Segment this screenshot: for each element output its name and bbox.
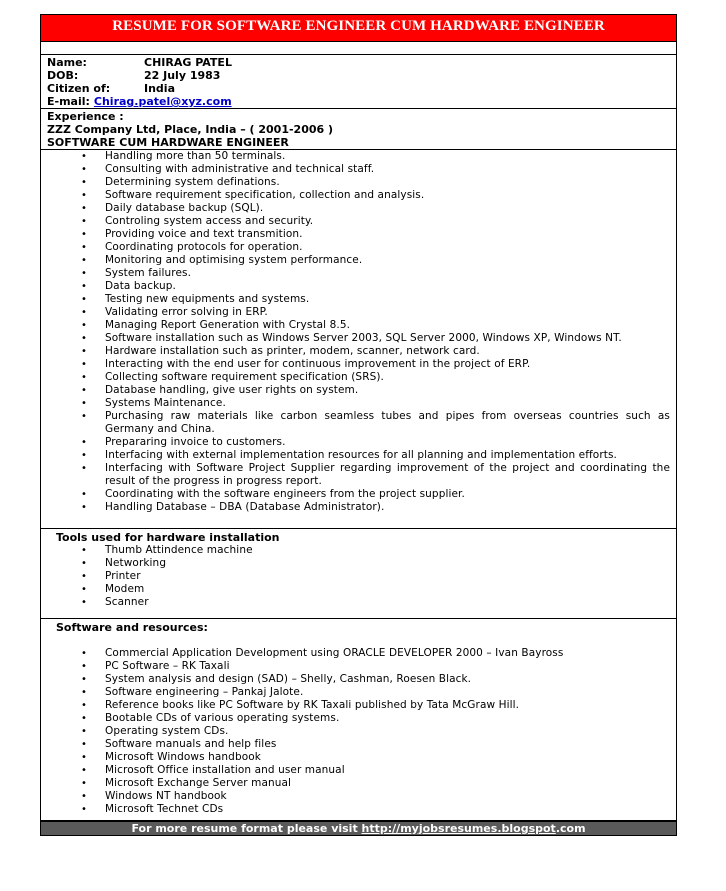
bullet-icon: •	[81, 216, 87, 227]
bullet-icon: •	[81, 778, 87, 789]
citizen-value: India	[144, 82, 175, 95]
bullet-icon: •	[81, 281, 87, 292]
bullet-icon: •	[81, 333, 87, 344]
list-item	[41, 647, 676, 660]
bullet-icon: •	[81, 190, 87, 201]
list-item-text: Data backup.	[105, 280, 176, 292]
bullet-icon: •	[81, 584, 87, 595]
bullet-icon: •	[81, 765, 87, 776]
list-item	[41, 306, 676, 319]
list-item-text: Interfacing with external implementation resources for all planning and implementation efforts.	[105, 449, 617, 461]
name-label: Name:	[47, 56, 87, 69]
list-item-text: Validating error solving in ERP.	[105, 306, 268, 318]
footer-suffix: .com	[555, 822, 586, 835]
list-item	[41, 583, 676, 596]
list-item	[41, 544, 676, 557]
bullet-icon: •	[81, 346, 87, 357]
list-item	[41, 790, 676, 803]
list-item	[41, 764, 676, 777]
email-label: E-mail:	[47, 95, 90, 108]
name-value: CHIRAG PATEL	[144, 56, 232, 69]
list-item	[41, 699, 676, 712]
bullet-icon: •	[81, 307, 87, 318]
list-item-text: Prepararing invoice to customers.	[105, 436, 286, 448]
bullet-icon: •	[81, 437, 87, 448]
duties-list	[41, 150, 676, 514]
name-row	[47, 56, 670, 69]
bullet-icon: •	[81, 571, 87, 582]
bullet-icon: •	[81, 177, 87, 188]
list-item-text: Commercial Application Development using ORACLE DEVELOPER 2000 – Ivan Bayross	[105, 647, 564, 659]
list-item-text: Controling system access and security.	[105, 215, 314, 227]
bullet-icon: •	[81, 229, 87, 240]
list-item-text: Software requirement specification, collection and analysis.	[105, 189, 425, 201]
list-item-text: Handling Database – DBA (Database Administrator).	[105, 501, 385, 513]
list-item-text: Thumb Attindence machine	[105, 544, 253, 556]
bullet-icon: •	[81, 648, 87, 659]
list-item-text: Monitoring and optimising system performance.	[105, 254, 363, 266]
list-item	[41, 777, 676, 790]
list-item-text: Daily database backup (SQL).	[105, 202, 264, 214]
list-item-text: Managing Report Generation with Crystal 8.5.	[105, 319, 351, 331]
bullet-icon: •	[81, 151, 87, 162]
list-item	[41, 176, 676, 189]
experience-role: SOFTWARE CUM HARDWARE ENGINEER	[47, 136, 289, 149]
list-item-text: Interfacing with Software Project Supplier regarding improvement of the project and coordinating the result of the progress in progress report.	[105, 462, 670, 487]
list-item-text: Software installation such as Windows Server 2003, SQL Server 2000, Windows XP, Windows NT.	[105, 332, 622, 344]
bullet-icon: •	[81, 255, 87, 266]
list-item-text: Scanner	[105, 596, 149, 608]
bullet-icon: •	[81, 320, 87, 331]
bullet-icon: •	[81, 804, 87, 815]
bullet-icon: •	[81, 700, 87, 711]
list-item-text: Microsoft Technet CDs	[105, 803, 224, 815]
list-item	[41, 410, 676, 436]
list-item	[41, 371, 676, 384]
dob-row	[47, 69, 670, 82]
bullet-icon: •	[81, 739, 87, 750]
list-item-text: Coordinating protocols for operation.	[105, 241, 303, 253]
list-item	[41, 280, 676, 293]
spacer-row	[40, 42, 677, 55]
list-item	[41, 725, 676, 738]
list-item	[41, 189, 676, 202]
list-item	[41, 436, 676, 449]
tools-section	[40, 529, 677, 619]
email-link[interactable]: Chirag.patel@xyz.com	[93, 95, 232, 108]
list-item	[41, 712, 676, 725]
dob-label: DOB:	[47, 69, 79, 82]
bullet-icon: •	[81, 450, 87, 461]
list-item	[41, 215, 676, 228]
list-item-text: Interacting with the end user for continuous improvement in the project of ERP.	[105, 358, 531, 370]
list-item-text: Hardware installation such as printer, modem, scanner, network card.	[105, 345, 480, 357]
bullet-icon: •	[81, 411, 87, 422]
list-item-text: Systems Maintenance.	[105, 397, 226, 409]
email-row	[47, 95, 670, 108]
list-item-text: Operating system CDs.	[105, 725, 229, 737]
citizen-label: Citizen of:	[47, 82, 111, 95]
tools-heading: Tools used for hardware installation	[56, 531, 280, 544]
list-item-text: Determining system definations.	[105, 176, 280, 188]
list-item-text: Database handling, give user rights on system.	[105, 384, 359, 396]
list-item-text: Testing new equipments and systems.	[105, 293, 310, 305]
resume-page	[40, 14, 677, 836]
bullet-icon: •	[81, 674, 87, 685]
bullet-icon: •	[81, 268, 87, 279]
list-item	[41, 462, 676, 488]
list-item	[41, 397, 676, 410]
list-item	[41, 254, 676, 267]
bullet-icon: •	[81, 597, 87, 608]
list-item	[41, 686, 676, 699]
list-item	[41, 803, 676, 816]
list-item	[41, 293, 676, 306]
list-item	[41, 673, 676, 686]
citizen-row	[47, 82, 670, 95]
experience-heading: Experience :	[47, 110, 124, 123]
list-item	[41, 738, 676, 751]
list-item	[41, 751, 676, 764]
list-item-text: Software engineering – Pankaj Jalote.	[105, 686, 304, 698]
list-item	[41, 358, 676, 371]
list-item	[41, 228, 676, 241]
software-section	[40, 619, 677, 821]
experience-section	[40, 109, 677, 150]
list-item	[41, 202, 676, 215]
list-item	[41, 570, 676, 583]
list-item	[41, 596, 676, 609]
list-item	[41, 488, 676, 501]
list-item-text: Handling more than 50 terminals.	[105, 150, 286, 162]
list-item-text: PC Software – RK Taxali	[105, 660, 230, 672]
experience-company: ZZZ Company Ltd, Place, India – ( 2001-2006 )	[47, 123, 334, 136]
list-item-text: Purchasing raw materials like carbon seamless tubes and pipes from overseas countries such as Germany and China.	[105, 410, 670, 435]
footer-bar	[40, 821, 677, 836]
bullet-icon: •	[81, 359, 87, 370]
list-item	[41, 241, 676, 254]
list-item	[41, 332, 676, 345]
list-item-text: Reference books like PC Software by RK Taxali published by Tata McGraw Hill.	[105, 699, 520, 711]
bullet-icon: •	[81, 489, 87, 500]
footer-link[interactable]: http://myjobsresumes.blogspot	[361, 822, 556, 835]
list-item	[41, 150, 676, 163]
dob-value: 22 July 1983	[144, 69, 221, 82]
list-item-text: Software manuals and help files	[105, 738, 277, 750]
list-item-text: Microsoft Office installation and user manual	[105, 764, 345, 776]
bullet-icon: •	[81, 398, 87, 409]
bullet-icon: •	[81, 661, 87, 672]
resume-title: RESUME FOR SOFTWARE ENGINEER CUM HARDWARE ENGINEER	[40, 14, 677, 42]
list-item	[41, 267, 676, 280]
bullet-icon: •	[81, 164, 87, 175]
bullet-icon: •	[81, 713, 87, 724]
bullet-icon: •	[81, 791, 87, 802]
list-item-text: Microsoft Windows handbook	[105, 751, 261, 763]
list-item	[41, 449, 676, 462]
list-item	[41, 660, 676, 673]
duties-section	[40, 150, 677, 529]
bullet-icon: •	[81, 294, 87, 305]
bullet-icon: •	[81, 752, 87, 763]
software-list	[41, 647, 676, 816]
bullet-icon: •	[81, 203, 87, 214]
software-heading: Software and resources:	[56, 621, 208, 634]
bullet-icon: •	[81, 463, 87, 474]
list-item-text: Collecting software requirement specification (SRS).	[105, 371, 384, 383]
list-item-text: Networking	[105, 557, 167, 569]
list-item-text: System analysis and design (SAD) – Shelly, Cashman, Roesen Black.	[105, 673, 472, 685]
bullet-icon: •	[81, 545, 87, 556]
bullet-icon: •	[81, 726, 87, 737]
list-item	[41, 319, 676, 332]
list-item-text: Windows NT handbook	[105, 790, 227, 802]
list-item	[41, 163, 676, 176]
list-item	[41, 384, 676, 397]
list-item-text: Bootable CDs of various operating systems.	[105, 712, 340, 724]
list-item	[41, 557, 676, 570]
list-item-text: Printer	[105, 570, 141, 582]
list-item-text: System failures.	[105, 267, 192, 279]
bullet-icon: •	[81, 372, 87, 383]
list-item-text: Coordinating with the software engineers from the project supplier.	[105, 488, 465, 500]
personal-info-section	[40, 55, 677, 109]
bullet-icon: •	[81, 687, 87, 698]
list-item-text: Microsoft Exchange Server manual	[105, 777, 292, 789]
list-item-text: Providing voice and text transmition.	[105, 228, 303, 240]
bullet-icon: •	[81, 502, 87, 513]
list-item-text: Modem	[105, 583, 145, 595]
bullet-icon: •	[81, 558, 87, 569]
list-item	[41, 501, 676, 514]
tools-list	[41, 544, 676, 609]
bullet-icon: •	[81, 242, 87, 253]
bullet-icon: •	[81, 385, 87, 396]
footer-text: For more resume format please visit	[131, 822, 362, 835]
list-item-text: Consulting with administrative and technical staff.	[105, 163, 375, 175]
list-item	[41, 345, 676, 358]
